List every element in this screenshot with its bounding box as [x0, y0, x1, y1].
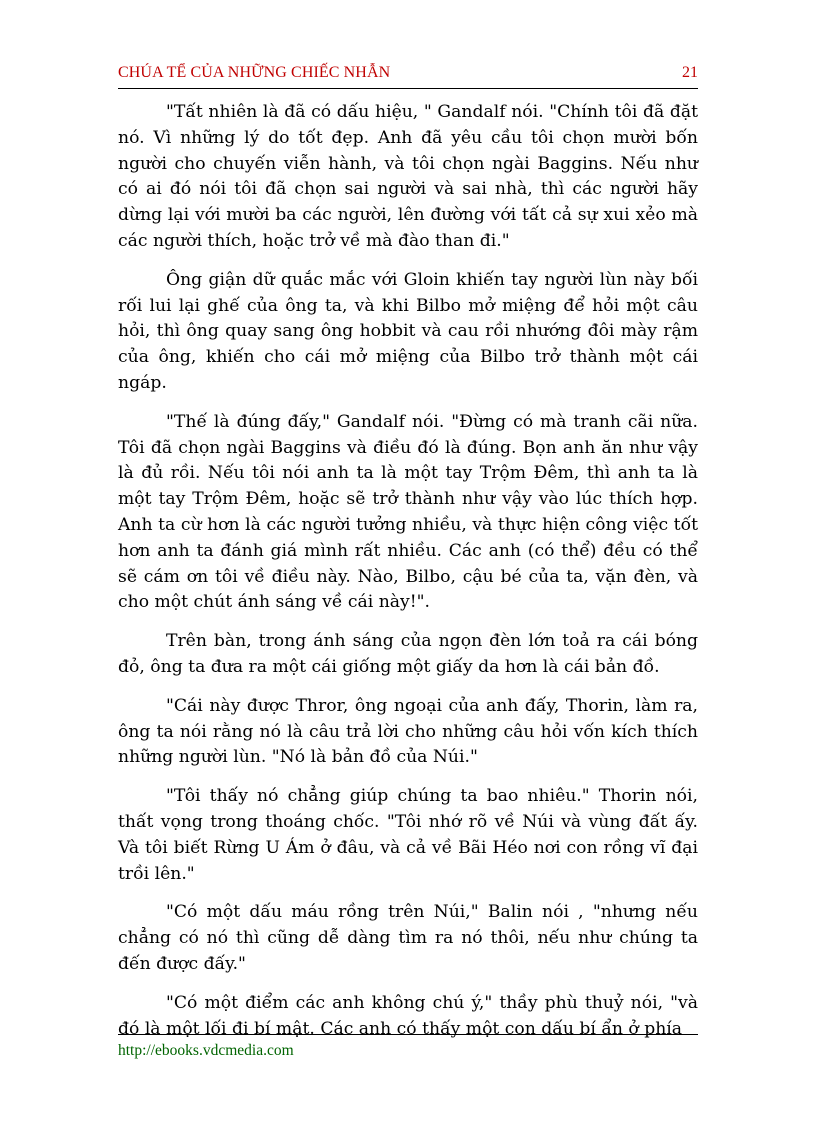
body-text: [118, 100, 698, 1055]
running-header: [118, 60, 698, 89]
paragraph: "Có một điểm các anh không chú ý," thầy phù thuỷ nói, "và đó là một lối đi bí mật. Các anh có thấy một con dấu bí ẩn ở phía: [118, 992, 698, 1039]
paragraph: "Tất nhiên là đã có dấu hiệu, " Gandalf nói. "Chính tôi đã đặt nó. Vì những lý do tốt đẹp. Anh đã yêu cầu tôi chọn mười bốn người cho chuyến viễn hành, và tôi chọn ngài Baggins. Nếu như có ai đó nói tôi đã chọn sai người và sai nhà, thì các người hãy dừng lại với mười ba các người, lên đường với tất cả sự xui xẻo mà các người thích, hoặc trở về mà đào than đi.": [118, 102, 698, 251]
paragraph: "Có một dấu máu rồng trên Núi," Balin nói , "nhưng nếu chẳng có nó thì cũng dễ dàng tìm ra nó thôi, nếu như chúng ta đến được đấy.": [118, 902, 698, 974]
paragraph: "Tôi thấy nó chẳng giúp chúng ta bao nhiêu." Thorin nói, thất vọng trong thoáng chốc. "Tôi nhớ rõ về Núi và vùng đất ấy. Và tôi biết Rừng U Ám ở đâu, và cả về Bãi Héo nơi con rồng vĩ đại trồi lên.": [118, 786, 698, 884]
page-number: 21: [682, 64, 698, 81]
paragraph: "Thế là đúng đấy," Gandalf nói. "Đừng có mà tranh cãi nữa. Tôi đã chọn ngài Baggins và điều đó là đúng. Bọn anh ăn như vậy là đủ rồi. Nếu tôi nói anh ta là một tay Trộm Đêm, thì anh ta là một tay Trộm Đêm, hoặc sẽ trở thành như vậy vào lúc thích hợp. Anh ta cừ hơn là các người tưởng nhiều, và thực hiện công việc tốt hơn anh ta đánh giá mình rất nhiều. Các anh (có thể) đều có thể sẽ cám ơn tôi về điều này. Nào, Bilbo, cậu bé của ta, vặn đèn, và cho một chút ánh sáng về cái này!".: [118, 411, 698, 613]
paragraph: Trên bàn, trong ánh sáng của ngọn đèn lớn toả ra cái bóng đỏ, ông ta đưa ra một cái giống một giấy da hơn là cái bản đồ.: [118, 631, 698, 677]
footer-url-link[interactable]: http://ebooks.vdcmedia.com: [118, 1042, 294, 1059]
paragraph: "Cái này được Thror, ông ngoại của anh đấy, Thorin, làm ra, ông ta nói rằng nó là câu trả lời cho những câu hỏi vốn kích thích những người lùn. "Nó là bản đồ của Núi.": [118, 695, 698, 768]
paragraph: Ông giận dữ quắc mắc với Gloin khiến tay người lùn này bối rối lui lại ghế của ông ta, và khi Bilbo mở miệng để hỏi một câu hỏi, thì ông quay sang ông hobbit và cau rồi nhướng đôi mày rậm của ông, khiến cho cái mở miệng của Bilbo trở thành một cái ngáp.: [118, 269, 698, 393]
footer-divider: [118, 1034, 698, 1035]
book-title: CHÚA TỂ CỦA NHỮNG CHIẾC NHẪN: [118, 64, 391, 81]
